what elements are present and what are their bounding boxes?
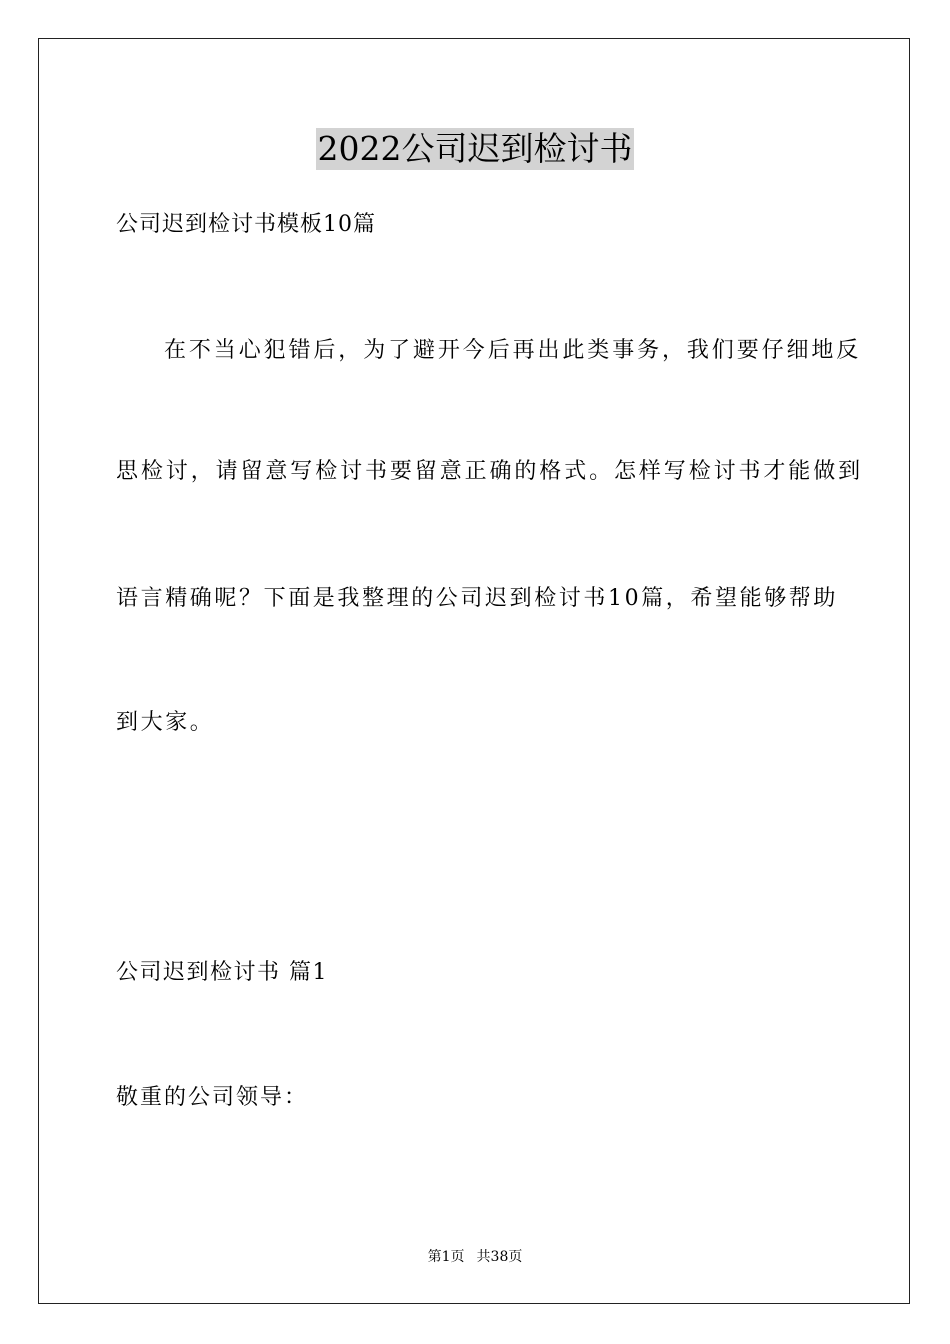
- page-total: 共38页: [476, 1249, 523, 1265]
- intro-line-3: 语言精确呢？下面是我整理的公司迟到检讨书10篇，希望能够帮助: [116, 586, 838, 611]
- intro-line-2: 思检讨，请留意写检讨书要留意正确的格式。怎样写检讨书才能做到: [116, 459, 864, 484]
- title-container: [0, 128, 950, 170]
- document-title: 2022公司迟到检讨书: [317, 129, 633, 168]
- page-footer: [0, 1247, 950, 1267]
- letter-greeting: 敬重的公司领导：: [116, 1085, 309, 1110]
- page-number: 第1页: [427, 1249, 465, 1265]
- intro-line-1: 在不当心犯错后，为了避开今后再出此类事务，我们要仔细地反: [164, 338, 862, 363]
- section-heading: 公司迟到检讨书 篇1: [116, 960, 328, 985]
- document-subtitle: 公司迟到检讨书模板10篇: [116, 212, 376, 237]
- intro-line-4: 到大家。: [116, 710, 215, 735]
